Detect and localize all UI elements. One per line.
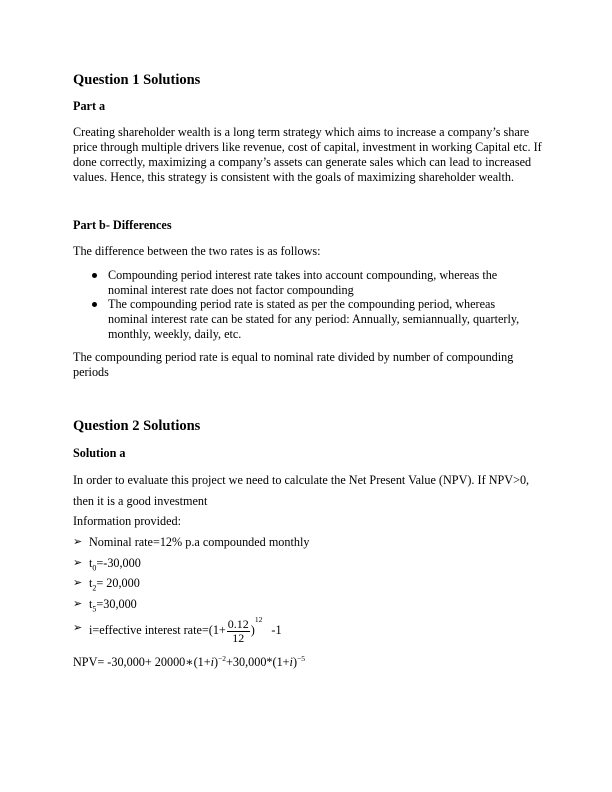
bullet-icon xyxy=(92,302,97,307)
arrow-bullet-icon: ➢ xyxy=(73,536,83,548)
fraction: $\frac{0.12}{12}$ xyxy=(227,616,249,645)
part-b-intro: The difference between the two rates is as follows: xyxy=(73,244,321,258)
arrow-bullet-icon: ➢ xyxy=(73,622,83,634)
info-label: Information provided: xyxy=(73,514,181,528)
question-1-title: Question 1 Solutions xyxy=(73,72,201,88)
arrow-bullet-icon: ➢ xyxy=(73,557,83,569)
part-a-paragraph: Creating shareholder wealth is a long term strategy which aims to increase a company’s share price through multiple drivers like revenue, cost of capital, investment in working Capital etc. If done correctly, maximizing a company’s assets can generate sales which can lead to increased values. Hence, this strategy is consistent with the goals of maximizing shareholder wealth. xyxy=(73,125,542,184)
npv-formula: $NPV= -30,000+ 20000∗(1+i)^{-2}+30,000*(1+i)^{-5}$ xyxy=(73,654,305,670)
solution-a-line1: In order to evaluate this project we need to calculate the Net Present Value (NPV). If NPV>0, xyxy=(73,473,530,487)
solution-a-heading: Solution a xyxy=(73,446,126,460)
solution-a-line2: then it is a good investment xyxy=(73,494,208,508)
question-2-title: Question 2 Solutions xyxy=(73,418,201,434)
part-b-heading: Part b- Differences xyxy=(73,218,172,232)
arrow-bullet-icon: ➢ xyxy=(73,577,83,589)
part-b-conclusion: The compounding period rate is equal to nominal rate divided by number of compounding periods xyxy=(73,350,514,379)
arrow-bullet-icon: ➢ xyxy=(73,598,83,610)
part-a-heading: Part a xyxy=(73,99,106,113)
bullet-icon xyxy=(92,273,97,278)
